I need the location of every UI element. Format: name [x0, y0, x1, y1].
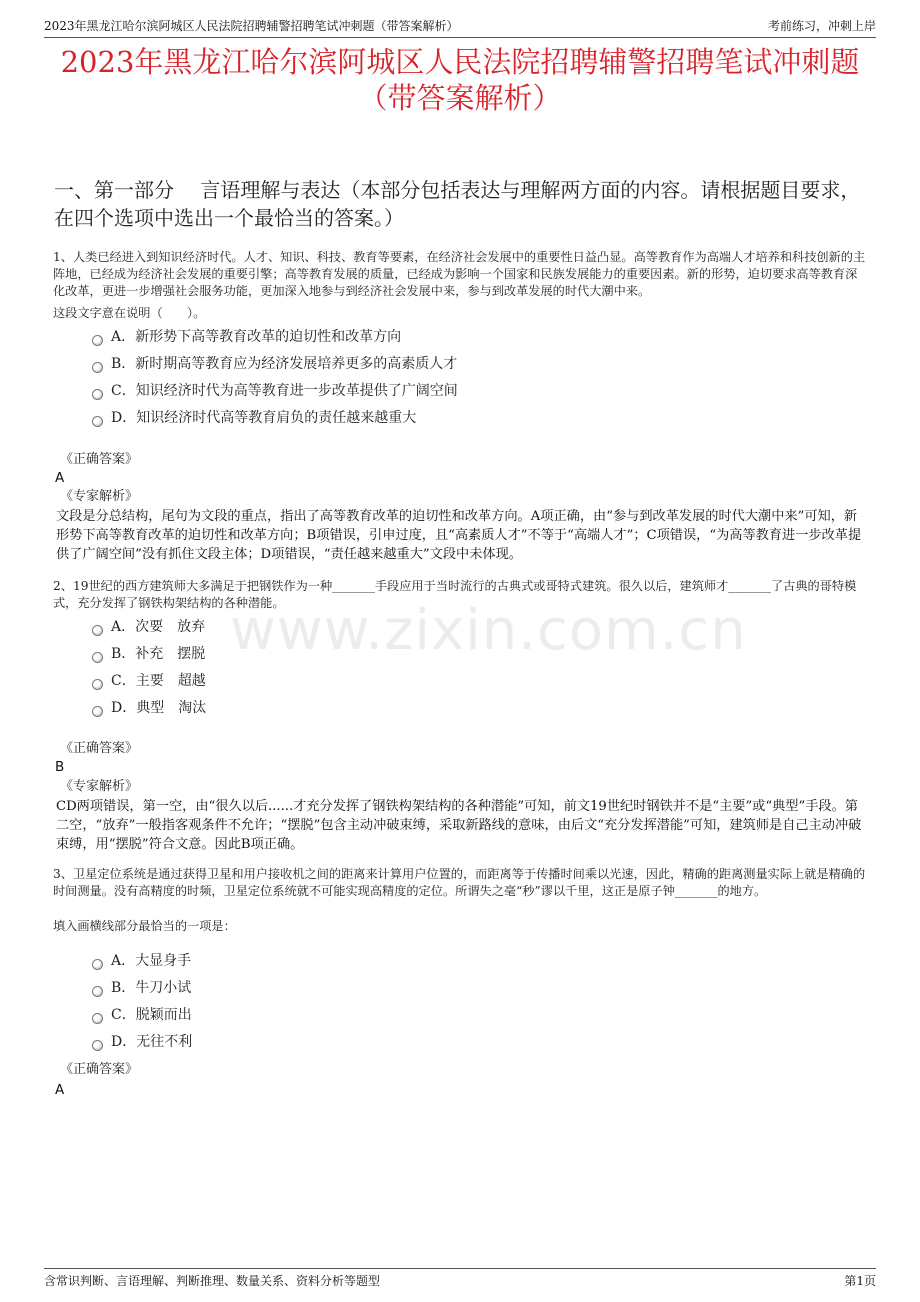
- radio-icon[interactable]: [92, 986, 103, 997]
- q1-option-d[interactable]: [92, 408, 416, 428]
- q3-stem: 3、卫星定位系统是通过获得卫星和用户接收机之间的距离来计算用户位置的，而距离等于传播时间乘以光速，因此，精确的距离测量实际上就是精确的时间测量。没有高精度的时频，卫星定位系统就不可能实现高精度的定位。所谓失之毫“秒”谬以千里，这正是原子钟_______的地方。: [53, 867, 866, 899]
- footer-note: 含常识判断、言语理解、判断推理、数量关系、资料分析等题型: [44, 1274, 381, 1288]
- q1-option-a[interactable]: [92, 327, 401, 347]
- section-heading: 一、第一部分 言语理解与表达（本部分包括表达与理解两方面的内容。请根据题目要求，在四个选项中选出一个最恰当的答案。）: [54, 178, 861, 230]
- q1-option-b[interactable]: [92, 354, 457, 374]
- q3-prompt: 填入画横线部分最恰当的一项是：: [53, 919, 236, 933]
- q2-option-b[interactable]: [92, 644, 205, 664]
- watermark: www.zixin.com.cn: [230, 598, 747, 663]
- title-line-2: （带答案解析）: [358, 81, 562, 115]
- q2-option-d[interactable]: [92, 698, 206, 718]
- page-title: [40, 44, 880, 116]
- q3-option-c[interactable]: [92, 1005, 192, 1025]
- option-label: A．次要 放弃: [111, 619, 206, 635]
- q3-option-d[interactable]: [92, 1032, 192, 1052]
- radio-icon[interactable]: [92, 335, 103, 346]
- option-label: A．大显身手: [111, 953, 192, 969]
- q1-answer-label: 《正确答案》: [60, 452, 139, 467]
- q2-analysis-label: 《专家解析》: [60, 779, 139, 794]
- option-label: D．典型 淘汰: [111, 700, 207, 716]
- radio-icon[interactable]: [92, 1013, 103, 1024]
- option-label: B．牛刀小试: [111, 980, 192, 996]
- radio-icon[interactable]: [92, 625, 103, 636]
- option-label: C．主要 超越: [111, 673, 206, 689]
- q2-stem: 2、19世纪的西方建筑师大多满足于把钢铁作为一种_______手段应用于当时流行的古典式或哥特式建筑。很久以后，建筑师才_______了古典的哥特模式，充分发挥了钢铁构架结构的各种潜能。: [53, 579, 857, 611]
- radio-icon[interactable]: [92, 362, 103, 373]
- q1-option-c[interactable]: [92, 381, 458, 401]
- page-header: [44, 12, 876, 38]
- page-footer: [44, 1268, 876, 1294]
- header-doc-title: 2023年黑龙江哈尔滨阿城区人民法院招聘辅警招聘笔试冲刺题（带答案解析）: [44, 19, 459, 33]
- option-label: A．新形势下高等教育改革的迫切性和改革方向: [111, 329, 402, 345]
- header-slogan: 考前练习，冲刺上岸: [767, 19, 876, 33]
- q2-analysis: CD两项错误，第一空，由“很久以后......才充分发挥了钢铁构架结构的各种潜能”可知，前文19世纪时钢铁并不是“主要”或“典型”手段。第二空，“放弃”一般指客观条件不允许；“摆脱”包含主动冲破束缚，采取新路线的意味，由后文“充分发挥潜能”可知，建筑师是自己主动冲破束缚，用“摆脱”符合文意。因此B项正确。: [56, 799, 862, 852]
- radio-icon[interactable]: [92, 679, 103, 690]
- q2-option-c[interactable]: [92, 671, 206, 691]
- option-label: B．补充 摆脱: [111, 646, 206, 662]
- option-label: B．新时期高等教育应为经济发展培养更多的高素质人才: [111, 356, 458, 372]
- q3-answer: A: [55, 1082, 65, 1098]
- q2-answer: B: [55, 759, 65, 775]
- radio-icon[interactable]: [92, 706, 103, 717]
- option-label: D．无往不利: [111, 1034, 193, 1050]
- radio-icon[interactable]: [92, 389, 103, 400]
- option-label: C．知识经济时代为高等教育进一步改革提供了广阔空间: [111, 383, 458, 399]
- q3-answer-label: 《正确答案》: [60, 1062, 139, 1077]
- q2-option-a[interactable]: [92, 617, 205, 637]
- option-label: C．脱颖而出: [111, 1007, 192, 1023]
- q1-stem: 1、人类已经进入到知识经济时代。人才、知识、科技、教育等要素，在经济社会发展中的重要性日益凸显。高等教育作为高端人才培养和科技创新的主阵地，已经成为经济社会发展的重要引擎；高等教育发展的质量，已经成为影响一个国家和民族发展能力的重要因素。新的形势，迫切要求高等教育深化改革，更进一步增强社会服务功能，更加深入地参与到经济社会发展中来，参与到改革发展的时代大潮中来。: [53, 250, 866, 299]
- radio-icon[interactable]: [92, 416, 103, 427]
- radio-icon[interactable]: [92, 652, 103, 663]
- radio-icon[interactable]: [92, 1040, 103, 1051]
- q1-prompt: 这段文字意在说明（ ）。: [53, 306, 206, 320]
- q1-answer: A: [55, 470, 65, 486]
- q3-option-b[interactable]: [92, 978, 191, 998]
- q2-answer-label: 《正确答案》: [60, 741, 139, 756]
- option-label: D．知识经济时代高等教育肩负的责任越来越重大: [111, 410, 417, 426]
- title-line-1: 2023年黑龙江哈尔滨阿城区人民法院招聘辅警招聘笔试冲刺题: [60, 45, 860, 79]
- q3-option-a[interactable]: [92, 951, 191, 971]
- radio-icon[interactable]: [92, 959, 103, 970]
- page-number: 第1页: [844, 1274, 876, 1288]
- q1-analysis-label: 《专家解析》: [60, 489, 139, 504]
- q1-analysis: 文段是分总结构，尾句为文段的重点，指出了高等教育改革的迫切性和改革方向。A项正确，由“参与到改革发展的时代大潮中来”可知，新形势下高等教育改革的迫切性和改革方向；B项错误，引申过度，且“高素质人才”不等于“高端人才”；C项错误，“为高等教育进一步改革提供了广阔空间”没有抓住文段主体；D项错误，“责任越来越重大”文段中未体现。: [56, 509, 862, 562]
